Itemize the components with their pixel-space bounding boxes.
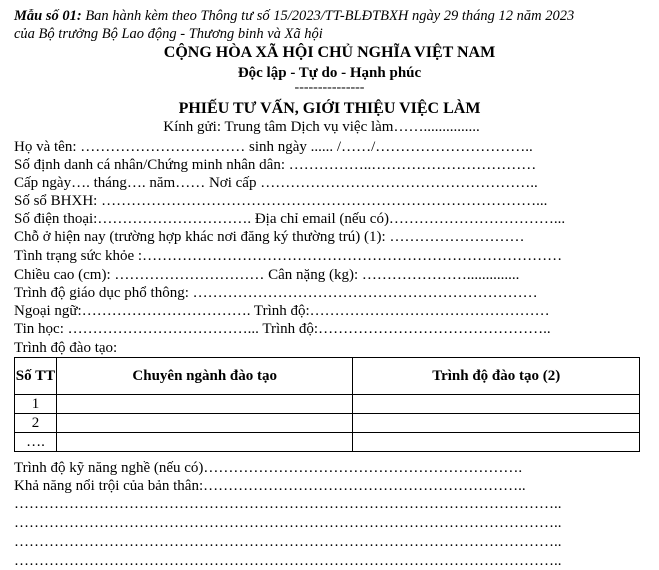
strength-dot-line[interactable]: ………………………………………………………………………………………………..	[14, 534, 562, 550]
form-issuer: của Bộ trưởng Bộ Lao động - Thương binh và Xã hội	[14, 26, 323, 42]
level-cell[interactable]	[353, 395, 640, 414]
field-strengths[interactable]: Khả năng nổi trội của bản thân:………………………………………………………..	[14, 478, 526, 494]
table-row	[15, 395, 640, 414]
major-cell[interactable]	[56, 395, 353, 414]
training-table-header	[15, 358, 640, 395]
field-vocational-skill[interactable]: Trình độ kỹ năng nghề (nếu có)……………………………………………………….	[14, 460, 523, 476]
field-full-name[interactable]: Họ và tên: …………………………… sinh ngày ...... /……/…………………………..	[14, 139, 533, 155]
table-row	[15, 433, 640, 452]
form-number: Mẫu số 01:	[14, 8, 82, 24]
field-height-weight[interactable]: Chiều cao (cm): ………………………… Cân nặng (kg): …………………..............	[14, 267, 520, 283]
field-id-number[interactable]: Số định danh cá nhân/Chứng minh nhân dân: ……………..……………………………	[14, 157, 537, 173]
field-phone-email[interactable]	[14, 210, 565, 228]
row-number: 1	[15, 395, 57, 414]
recipient-line: Kính gửi: Trung tâm Dịch vụ việc làm……...............	[163, 119, 480, 135]
strength-dot-line[interactable]: ………………………………………………………………………………………………..	[14, 496, 562, 512]
table-row	[15, 414, 640, 433]
field-current-address[interactable]: Chỗ ở hiện nay (trường hợp khác nơi đăng ký thường trú) (1): ………………………	[14, 229, 525, 245]
field-education[interactable]: Trình độ giáo dục phổ thông: ……………………………………………………………	[14, 285, 538, 301]
field-it-skill[interactable]: Tin học: ………………………………... Trình độ:………………………………………..	[14, 321, 551, 337]
form-title: PHIẾU TƯ VẤN, GIỚI THIỆU VIỆC LÀM	[178, 100, 481, 117]
field-issue-date-place[interactable]: Cấp ngày…. tháng…. năm…… Nơi cấp ………………………………………………..	[14, 175, 538, 191]
form-issuance-text: Ban hành kèm theo Thông tư số 15/2023/TT-BLĐTBXH ngày 29 tháng 12 năm 2023	[81, 8, 575, 24]
training-table	[14, 357, 640, 452]
row-number: 2	[15, 414, 57, 433]
national-motto: Độc lập - Tự do - Hạnh phúc	[237, 65, 422, 81]
field-phone-email-text: Số điện thoại:…………………………. Địa chỉ email (nếu có)……………………………...	[14, 211, 566, 227]
col-major-header: Chuyên ngành đào tạo	[56, 358, 353, 395]
training-label: Trình độ đào tạo:	[14, 340, 118, 356]
col-level-header: Trình độ đào tạo (2)	[353, 358, 640, 395]
field-foreign-language[interactable]: Ngoại ngữ:……………………………. Trình độ:…………………………………………	[14, 303, 550, 319]
field-health[interactable]: Tình trạng sức khỏe :…………………………………………………………………………	[14, 248, 563, 264]
row-number: ….	[15, 433, 57, 452]
major-cell[interactable]	[56, 433, 353, 452]
major-cell[interactable]	[56, 414, 353, 433]
form-header-line-1	[14, 8, 574, 25]
strength-dot-line[interactable]: ………………………………………………………………………………………………..	[14, 553, 562, 569]
level-cell[interactable]	[353, 433, 640, 452]
level-cell[interactable]	[353, 414, 640, 433]
divider: ---------------	[294, 80, 365, 95]
field-social-insurance[interactable]: Số sổ BHXH: ……………………………………………………………………………...	[14, 193, 548, 209]
col-number-header: Số TT	[15, 358, 57, 395]
form-header-line-2	[14, 26, 323, 43]
national-title: CỘNG HÒA XÃ HỘI CHỦ NGHĨA VIỆT NAM	[163, 44, 496, 61]
strength-dot-line[interactable]: ………………………………………………………………………………………………..	[14, 515, 562, 531]
